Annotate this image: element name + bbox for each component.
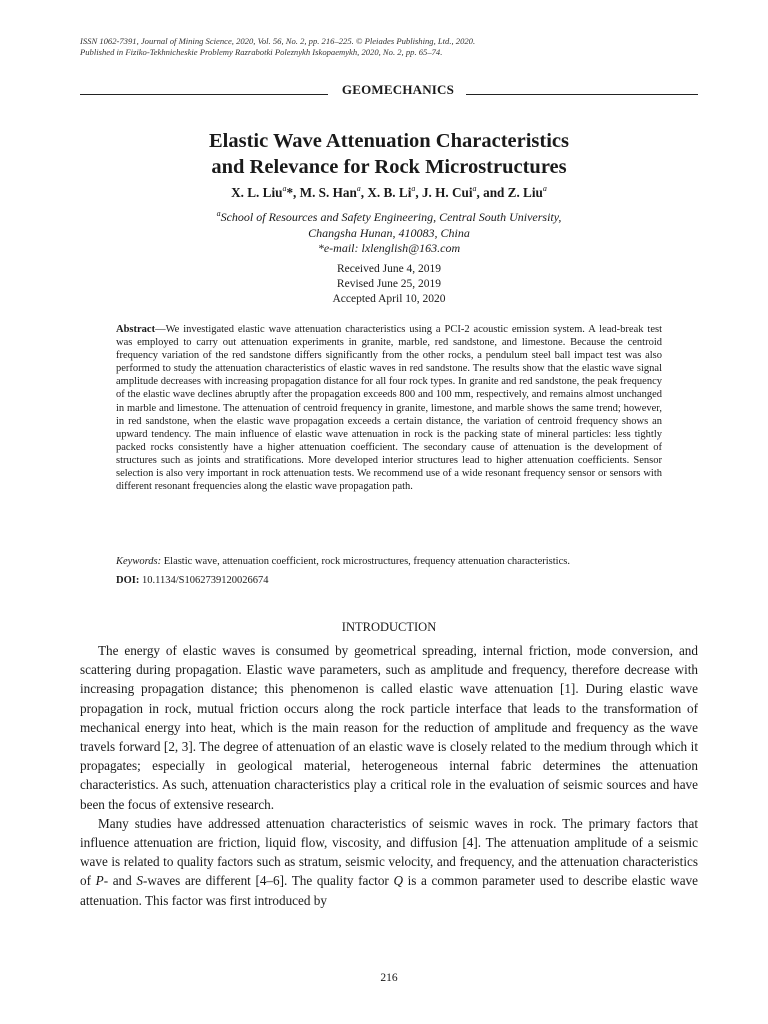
paragraph-1: The energy of elastic waves is consumed by geometrical spreading, internal friction, mode conversion, and scattering during propagation. Elastic wave parameters, such as amplitude and frequency, therefore decrease with increasing propagation distance; this phenomenon is called elastic wave attenuation [1]. During elastic wave propagation in rock, mutual friction occurs along the rock particle interface that leads to the transformation of mechanical energy into heat, which is the main reason for the reduction of amplitude and frequency as the wave travels forward [2, 3]. The degree of attenuation of an elastic wave is closely related to the medium through which it propagates; especially in geological material, heterogeneous internal fabric determines the attenuation characteristics. As such, attenuation characteristics play a critical role in the evaluation of seismic sources and have been the focus of extensive research. xyxy=(80,643,698,812)
accepted-date: Accepted April 10, 2020 xyxy=(332,293,446,305)
revised-date: Revised June 25, 2019 xyxy=(336,278,442,290)
doi-label: DOI: xyxy=(116,575,140,586)
author-separator: *, xyxy=(286,185,300,200)
author-name: X. L. Liu xyxy=(231,185,283,200)
corresponding-email[interactable]: *e-mail: lxlenglish@163.com xyxy=(317,241,461,255)
keywords-label: Keywords: xyxy=(116,556,162,567)
title-line-2: and Relevance for Rock Microstructures xyxy=(211,156,567,178)
header-translation-line: Published in Fiziko-Tekhnicheskie Problemy Razrabotki Poleznykh Iskopaemykh, 2020, No. 2, pp. 65–74. xyxy=(80,46,443,57)
abstract-text: —We investigated elastic wave attenuation characteristics using a PCI-2 acoustic emission system. A lead-break test was employed to carry out attenuation experiments in granite, marble, red sandstone, and limestone. Because the centroid frequency variation of the red sandstone differs significantly from the other rocks, a pendulum steel ball impact test was also performed to study the attenuation characteristics of elastic waves in red sandstone. The results show that the elastic wave signal amplitude decreases with increasing propagation distance for all four rock types. In granite and red sandstone, the peak frequency of the elastic wave declines abruptly after the propagation exceeds 800 and 100 mm, respectively, and remains almost unchanged in marble and limestone. The attenuation of centroid frequency in granite, limestone, and marble shows the same trend; however, in red sandstone, when the elastic wave propagation exceeds a certain distance, the variation of centroid frequency shows an upward tendency. The main influence of elastic wave attenuation in rock is the packing state of mineral particles: less tightly packed rocks consistently have a higher attenuation coefficient. The secondary cause of attenuation is the development of structures such as joints and stratifications. More developed interior structures lead to higher attenuation coefficients. Sensor selection is also very important in rock attenuation tests. We recommend use of a wide resonant frequency sensor or sensors with different resonant frequencies along the elastic wave propagation path. xyxy=(116,324,662,493)
header-citation-line: ISSN 1062-7391, Journal of Mining Science, 2020, Vol. 56, No. 2, pp. 216–225. © Pleiades Publishing, Ltd., 2020. xyxy=(80,36,476,46)
s-wave-symbol: S xyxy=(136,873,143,889)
journal-header xyxy=(80,36,700,57)
abstract xyxy=(116,323,662,493)
keywords-text: Elastic wave, attenuation coefficient, rock microstructures, frequency attenuation characteristics. xyxy=(163,556,570,567)
introduction-body xyxy=(80,641,698,910)
author-separator: , and xyxy=(476,185,508,200)
submission-dates xyxy=(80,262,698,307)
author-name: J. H. Cui xyxy=(421,185,473,200)
section-label: GEOMECHANICS xyxy=(341,82,455,97)
paragraph-2-text: is a common parameter used to describe elastic wave attenuation. This factor was first introduced by xyxy=(80,873,698,908)
abstract-label: Abstract xyxy=(116,324,156,335)
author-name: Z. Liu xyxy=(507,185,543,200)
author-affiliation-mark: a xyxy=(472,184,477,193)
paper-title xyxy=(80,128,698,180)
received-date: Received June 4, 2019 xyxy=(336,263,442,275)
doi-value[interactable]: 10.1134/S1062739120026674 xyxy=(141,575,269,586)
doi xyxy=(116,574,662,587)
author-affiliation-mark: a xyxy=(282,184,287,193)
author-affiliation-mark: a xyxy=(411,184,416,193)
section-heading xyxy=(80,82,698,100)
quality-factor-symbol: Q xyxy=(393,873,403,889)
author-list xyxy=(80,184,698,202)
section-rule-right xyxy=(466,94,698,95)
author-name: X. B. Li xyxy=(367,185,412,200)
page-number: 216 xyxy=(380,972,398,984)
affiliation-text: School of Resources and Safety Engineering, Central South University, xyxy=(220,210,562,224)
paragraph-2 xyxy=(80,814,698,910)
title-line-1: Elastic Wave Attenuation Characteristics xyxy=(208,130,570,152)
affiliation xyxy=(80,210,698,257)
affiliation-line-2: Changsha Hunan, 410083, China xyxy=(308,225,470,240)
p-wave-symbol: P xyxy=(95,873,104,889)
keywords xyxy=(116,555,662,568)
author-affiliation-mark: a xyxy=(542,184,547,193)
paragraph-2-text: -waves are different [4–6]. The quality factor xyxy=(142,873,394,889)
affiliation-mark: a xyxy=(216,209,221,218)
author-name: M. S. Han xyxy=(299,185,357,200)
author-separator: , xyxy=(360,185,368,200)
author-separator: , xyxy=(415,185,422,200)
author-affiliation-mark: a xyxy=(356,184,361,193)
paragraph-2-text: - and xyxy=(103,873,137,889)
introduction-heading: INTRODUCTION xyxy=(341,620,437,634)
section-rule-left xyxy=(80,94,328,95)
affiliation-line-1 xyxy=(80,210,698,226)
paragraph-2-text: Many studies have addressed attenuation characteristics of seismic waves in rock. The primary factors that influence attenuation are friction, liquid flow, viscosity, and diffusion [4]. The attenuation amplitude of a seismic wave is related to quality factors such as stratum, seismic velocity, and frequency, and the attenuation characteristics of xyxy=(80,815,698,889)
